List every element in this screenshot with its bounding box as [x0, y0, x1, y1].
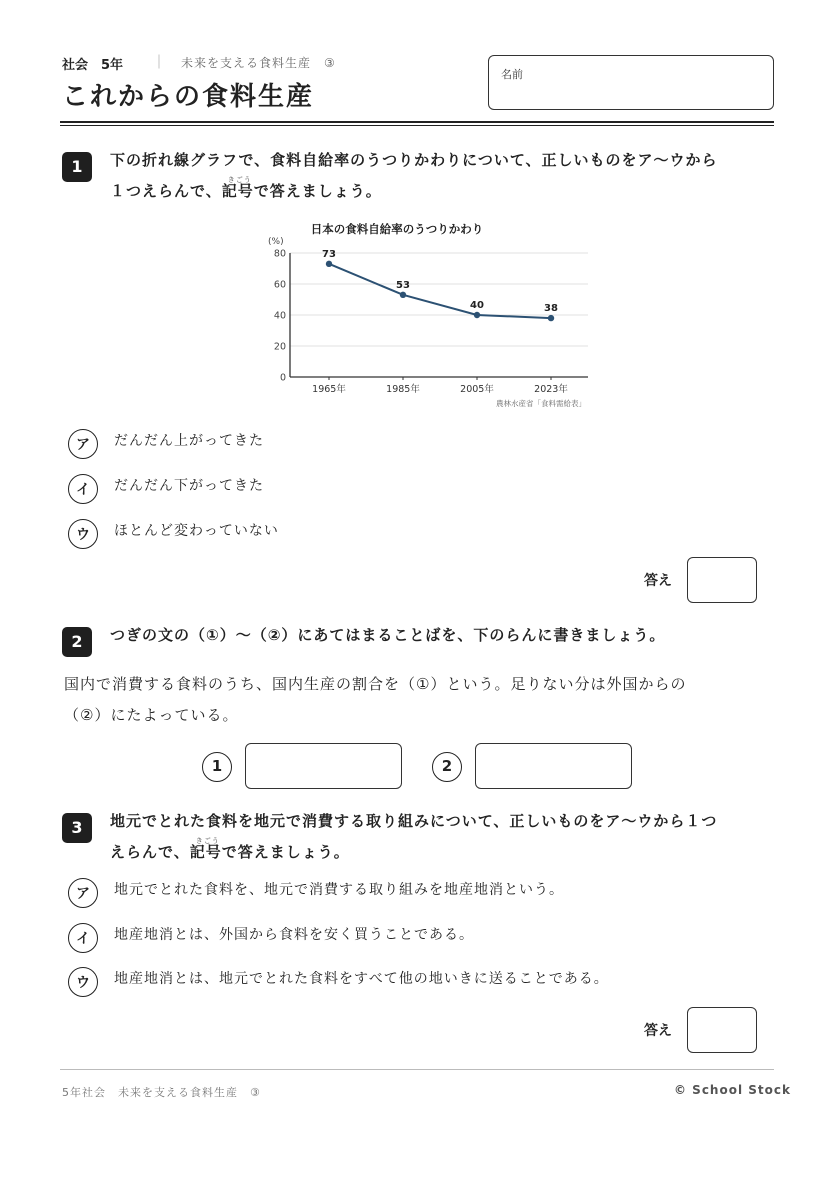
question-3-line1: 地元でとれた食料を地元で消費する取り組みについて、正しいものをア～ウから１つ [110, 812, 718, 830]
y-tick-label: 80 [273, 248, 286, 260]
blank-1-label: 1 [202, 752, 232, 782]
q3-choice-a-text: 地元でとれた食料を、地元で消費する取り組みを地産地消という。 [114, 882, 564, 898]
food-self-sufficiency-chart [250, 215, 610, 415]
q3-choice-u-mark[interactable]: ウ [68, 967, 98, 997]
header-rule-thin [60, 125, 774, 126]
x-tick-label: 2023年 [534, 384, 568, 395]
question-1-line1: 下の折れ線グラフで、食料自給率のうつりかわりについて、正しいものをア～ウから [110, 151, 718, 169]
q3-answer-box[interactable] [687, 1007, 757, 1053]
x-tick-label: 1965年 [312, 384, 346, 395]
question-2-text: つぎの文の（①）～（②）にあてはまることばを、下のらんに書きましょう。 [110, 626, 666, 644]
q1-answer-box[interactable] [687, 557, 757, 603]
data-point [548, 315, 554, 321]
data-label: 73 [322, 248, 336, 260]
choice-u-text: ほとんど変わっていない [114, 523, 279, 539]
name-field[interactable] [488, 55, 774, 110]
header-separator: ｜ [152, 55, 166, 71]
q3-choice-u-text: 地産地消とは、地元でとれた食料をすべて他の地いきに送ることである。 [114, 971, 609, 987]
y-tick-label: 20 [273, 341, 286, 353]
choice-a-text: だんだん上がってきた [114, 433, 264, 449]
q3-choice-i-text: 地産地消とは、外国から食料を安く買うことである。 [114, 927, 474, 943]
question-2-passage: 国内で消費する食料のうち、国内生産の割合を（①）という。足りない分は外国からの （②）にたよっている。 [64, 675, 687, 724]
q3-choice-i-mark[interactable]: イ [68, 923, 98, 953]
footer-rule [60, 1069, 774, 1070]
choice-i-mark[interactable]: イ [68, 474, 98, 504]
y-tick-label: 60 [273, 279, 286, 291]
subject-grade: 社会 5年 [62, 58, 124, 73]
question-3-text [110, 806, 790, 868]
q3-answer-label: 答え [644, 1023, 672, 1039]
header-rule-thick [60, 121, 774, 123]
q3-choice-a-mark[interactable]: ア [68, 878, 98, 908]
furigana-kigou: きごう [195, 837, 220, 845]
question-3-line2: えらんで、 きごう 記号で答えましょう。 [110, 837, 790, 868]
data-point [400, 292, 406, 298]
footer-left-text: 5年社会 未来を支える食料生産 ③ [62, 1086, 261, 1099]
q1-answer-label: 答え [644, 573, 672, 589]
furigana-kigou: きごう [227, 176, 252, 184]
data-label: 38 [544, 303, 558, 315]
data-label: 53 [396, 279, 410, 291]
x-tick-label: 1985年 [386, 384, 420, 395]
blank-1-field[interactable] [245, 743, 402, 789]
data-point [326, 261, 332, 267]
chart-title: 日本の食料自給率のうつりかわり [310, 222, 484, 236]
blank-2-field[interactable] [475, 743, 632, 789]
question-3-number: 3 [62, 813, 92, 843]
y-tick-label: 0 [279, 372, 286, 384]
page-title: これからの食料生産 [62, 82, 315, 112]
data-point [474, 312, 480, 318]
footer-copyright: © School Stock [674, 1083, 791, 1097]
choice-u-mark[interactable]: ウ [68, 519, 98, 549]
x-tick-label: 2005年 [460, 384, 494, 395]
chart-y-unit: (%) [268, 237, 284, 247]
name-label: 名前 [501, 68, 523, 81]
question-2-number: 2 [62, 627, 92, 657]
question-1-number: 1 [62, 152, 92, 182]
unit-title: 未来を支える食料生産 ③ [181, 56, 336, 70]
data-label: 40 [470, 300, 484, 311]
question-1-text [110, 145, 790, 207]
choice-i-text: だんだん下がってきた [114, 478, 264, 494]
blank-2-label: 2 [432, 752, 462, 782]
chart-source: 農林水産省「食料需給表」 [496, 399, 586, 408]
series-line [329, 264, 551, 318]
y-tick-label: 40 [273, 310, 286, 322]
choice-a-mark[interactable]: ア [68, 429, 98, 459]
question-1-line2: １つえらんで、 きごう 記号で答えましょう。 [110, 176, 790, 207]
